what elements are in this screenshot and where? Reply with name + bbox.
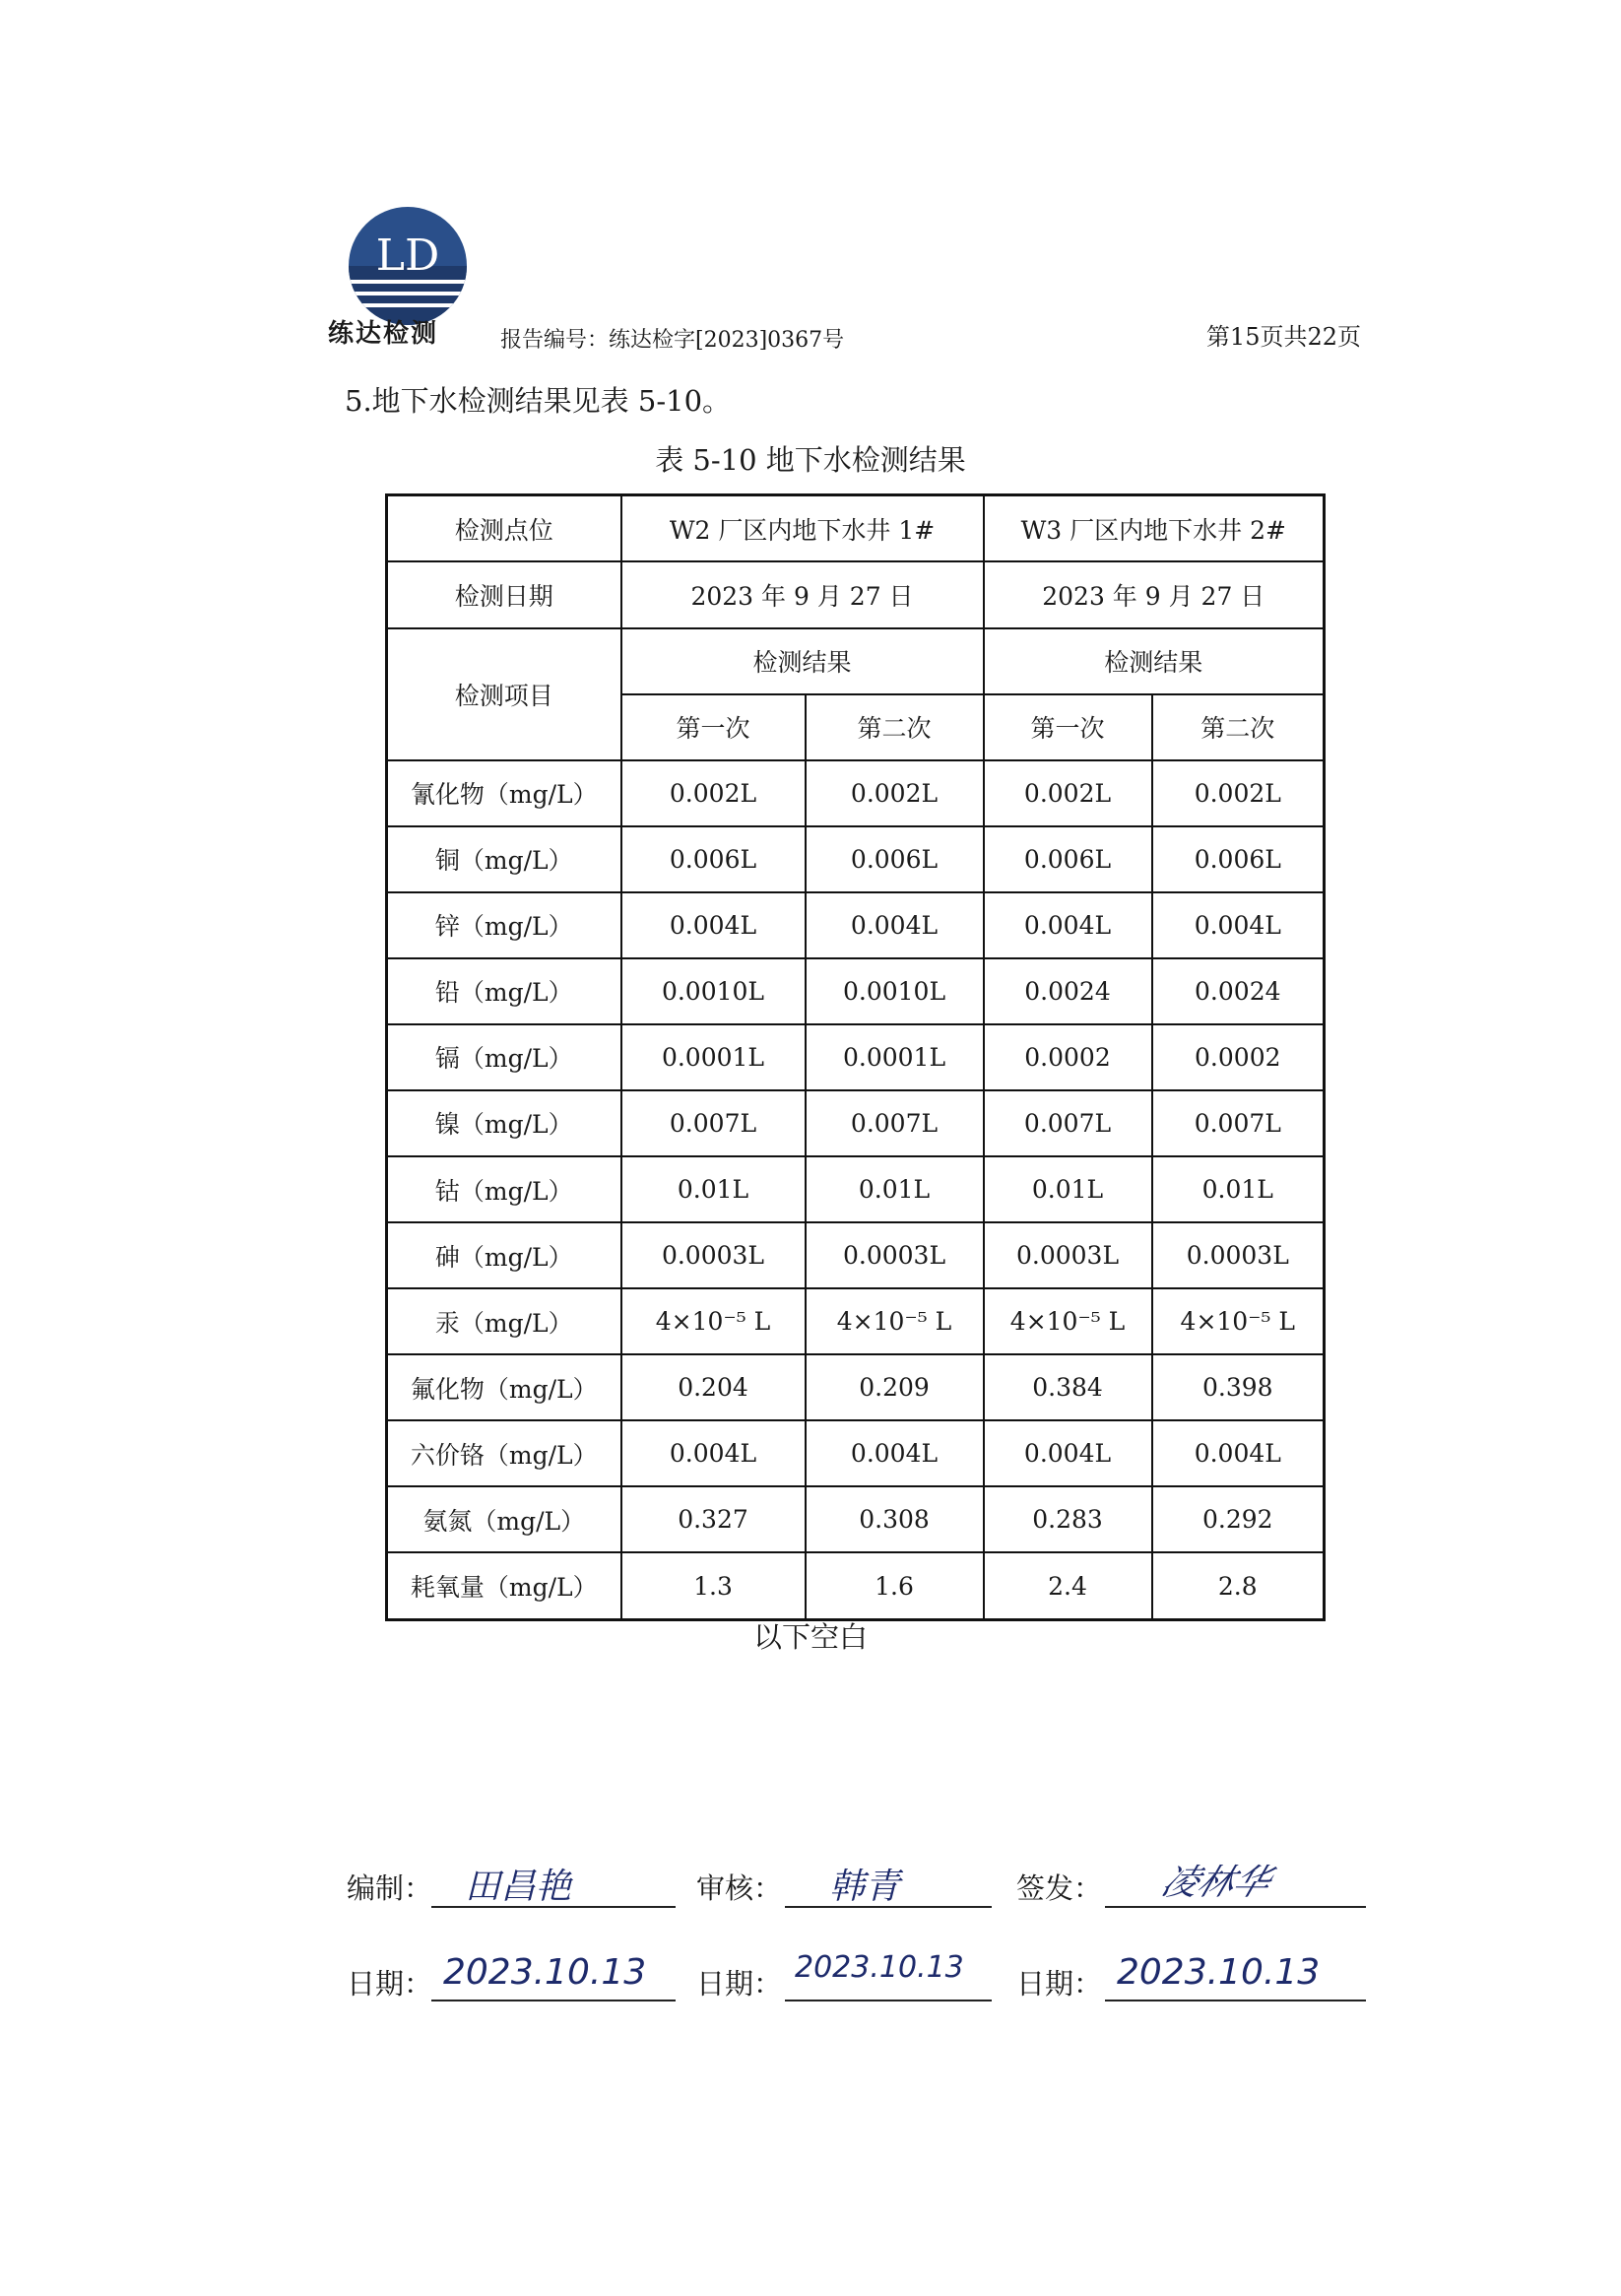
table-row — [387, 495, 1325, 562]
compiled-date: 2023.10.13 — [443, 1952, 647, 1993]
signature-line — [1105, 1906, 1366, 1908]
value-cell: 0.01L — [621, 1156, 806, 1222]
item-cell: 六价铬（mg/L） — [387, 1420, 621, 1486]
header-cell-round: 第一次 — [621, 694, 806, 760]
value-cell: 0.384 — [984, 1354, 1152, 1420]
table-row — [387, 1024, 1325, 1090]
item-cell: 汞（mg/L） — [387, 1288, 621, 1354]
value-cell: 0.004L — [806, 1420, 984, 1486]
table-row — [387, 1486, 1325, 1552]
value-cell: 0.004L — [984, 892, 1152, 958]
value-cell: 0.0001L — [806, 1024, 984, 1090]
value-cell: 4×10⁻⁵ L — [621, 1288, 806, 1354]
table-row — [387, 1552, 1325, 1619]
header-cell-point-1: W2 厂区内地下水井 1# — [621, 495, 984, 562]
logo-company-name: 练达检测 — [328, 319, 439, 349]
header-cell-round: 第二次 — [806, 694, 984, 760]
value-cell: 0.308 — [806, 1486, 984, 1552]
value-cell: 0.002L — [806, 760, 984, 826]
value-cell: 0.0002 — [1152, 1024, 1325, 1090]
header-cell-item-label: 检测项目 — [387, 628, 621, 760]
date-label: 日期： — [696, 1967, 783, 2001]
value-cell: 2.8 — [1152, 1552, 1325, 1619]
item-cell: 镍（mg/L） — [387, 1090, 621, 1156]
item-cell: 钴（mg/L） — [387, 1156, 621, 1222]
value-cell: 0.004L — [984, 1420, 1152, 1486]
page-number: 第15页共22页 — [1205, 323, 1361, 351]
value-cell: 0.0001L — [621, 1024, 806, 1090]
company-logo — [347, 205, 469, 327]
table-row — [387, 1090, 1325, 1156]
value-cell: 0.0002 — [984, 1024, 1152, 1090]
groundwater-results-table — [385, 493, 1326, 1621]
compiled-signature: 田昌艳 — [465, 1867, 572, 1907]
header-cell-result-1: 检测结果 — [621, 628, 984, 694]
value-cell: 0.0024 — [984, 958, 1152, 1024]
issued-label: 签发： — [1016, 1871, 1103, 1905]
date-label: 日期： — [347, 1967, 433, 2001]
value-cell: 0.204 — [621, 1354, 806, 1420]
header-cell-round: 第一次 — [984, 694, 1152, 760]
value-cell: 0.292 — [1152, 1486, 1325, 1552]
value-cell: 0.002L — [621, 760, 806, 826]
value-cell: 2.4 — [984, 1552, 1152, 1619]
header-cell-date-label: 检测日期 — [387, 561, 621, 627]
item-cell: 铜（mg/L） — [387, 826, 621, 892]
header-cell-point-label: 检测点位 — [387, 495, 621, 562]
item-cell: 砷（mg/L） — [387, 1222, 621, 1288]
table-caption: 表 5-10 地下水检测结果 — [655, 443, 966, 477]
value-cell: 0.01L — [806, 1156, 984, 1222]
value-cell: 0.007L — [1152, 1090, 1325, 1156]
table-row — [387, 1288, 1325, 1354]
item-cell: 氟化物（mg/L） — [387, 1354, 621, 1420]
value-cell: 4×10⁻⁵ L — [984, 1288, 1152, 1354]
value-cell: 0.398 — [1152, 1354, 1325, 1420]
reviewed-date: 2023.10.13 — [795, 1950, 964, 1985]
value-cell: 0.004L — [1152, 1420, 1325, 1486]
section-intro: 5.地下水检测结果见表 5-10。 — [345, 384, 732, 418]
signature-line — [785, 2000, 992, 2001]
value-cell: 0.0003L — [1152, 1222, 1325, 1288]
item-cell: 氨氮（mg/L） — [387, 1486, 621, 1552]
date-label: 日期： — [1016, 1967, 1103, 2001]
value-cell: 0.004L — [806, 892, 984, 958]
issued-signature: 凌林华 — [1156, 1863, 1276, 1903]
header-cell-result-2: 检测结果 — [984, 628, 1325, 694]
compiled-label: 编制： — [347, 1871, 433, 1905]
value-cell: 0.0010L — [621, 958, 806, 1024]
value-cell: 0.01L — [1152, 1156, 1325, 1222]
value-cell: 0.007L — [984, 1090, 1152, 1156]
header-cell-date-2: 2023 年 9 月 27 日 — [984, 561, 1325, 627]
table-row — [387, 826, 1325, 892]
value-cell: 0.006L — [806, 826, 984, 892]
signature-line — [431, 2000, 676, 2001]
value-cell: 0.006L — [984, 826, 1152, 892]
value-cell: 4×10⁻⁵ L — [806, 1288, 984, 1354]
reviewed-signature: 韩青 — [829, 1867, 901, 1907]
header-cell-round: 第二次 — [1152, 694, 1325, 760]
value-cell: 0.004L — [621, 892, 806, 958]
value-cell: 0.007L — [806, 1090, 984, 1156]
value-cell: 0.004L — [1152, 892, 1325, 958]
value-cell: 0.0003L — [621, 1222, 806, 1288]
value-cell: 0.002L — [984, 760, 1152, 826]
item-cell: 铅（mg/L） — [387, 958, 621, 1024]
reviewed-label: 审核： — [696, 1871, 783, 1905]
table-row — [387, 760, 1325, 826]
table-row — [387, 1420, 1325, 1486]
table-row — [387, 628, 1325, 694]
item-cell: 镉（mg/L） — [387, 1024, 621, 1090]
report-number: 报告编号：练达检字[2023]0367号 — [500, 328, 845, 353]
value-cell: 0.283 — [984, 1486, 1152, 1552]
header-cell-date-1: 2023 年 9 月 27 日 — [621, 561, 984, 627]
value-cell: 0.006L — [621, 826, 806, 892]
issued-date: 2023.10.13 — [1117, 1952, 1321, 1993]
logo-letters: LD — [375, 230, 440, 281]
value-cell: 1.3 — [621, 1552, 806, 1619]
item-cell: 锌（mg/L） — [387, 892, 621, 958]
value-cell: 0.0010L — [806, 958, 984, 1024]
value-cell: 0.004L — [621, 1420, 806, 1486]
table-row — [387, 958, 1325, 1024]
value-cell: 0.007L — [621, 1090, 806, 1156]
value-cell: 0.0003L — [806, 1222, 984, 1288]
end-note: 以下空白 — [752, 1620, 868, 1654]
table-row — [387, 561, 1325, 627]
header-cell-point-2: W3 厂区内地下水井 2# — [984, 495, 1325, 562]
table-row — [387, 1156, 1325, 1222]
item-cell: 耗氧量（mg/L） — [387, 1552, 621, 1619]
value-cell: 1.6 — [806, 1552, 984, 1619]
table-row — [387, 892, 1325, 958]
value-cell: 0.0024 — [1152, 958, 1325, 1024]
value-cell: 0.327 — [621, 1486, 806, 1552]
value-cell: 0.002L — [1152, 760, 1325, 826]
value-cell: 0.006L — [1152, 826, 1325, 892]
value-cell: 0.209 — [806, 1354, 984, 1420]
table-row — [387, 1354, 1325, 1420]
table-row — [387, 1222, 1325, 1288]
value-cell: 0.01L — [984, 1156, 1152, 1222]
value-cell: 0.0003L — [984, 1222, 1152, 1288]
item-cell: 氰化物（mg/L） — [387, 760, 621, 826]
signature-line — [1105, 2000, 1366, 2001]
value-cell: 4×10⁻⁵ L — [1152, 1288, 1325, 1354]
